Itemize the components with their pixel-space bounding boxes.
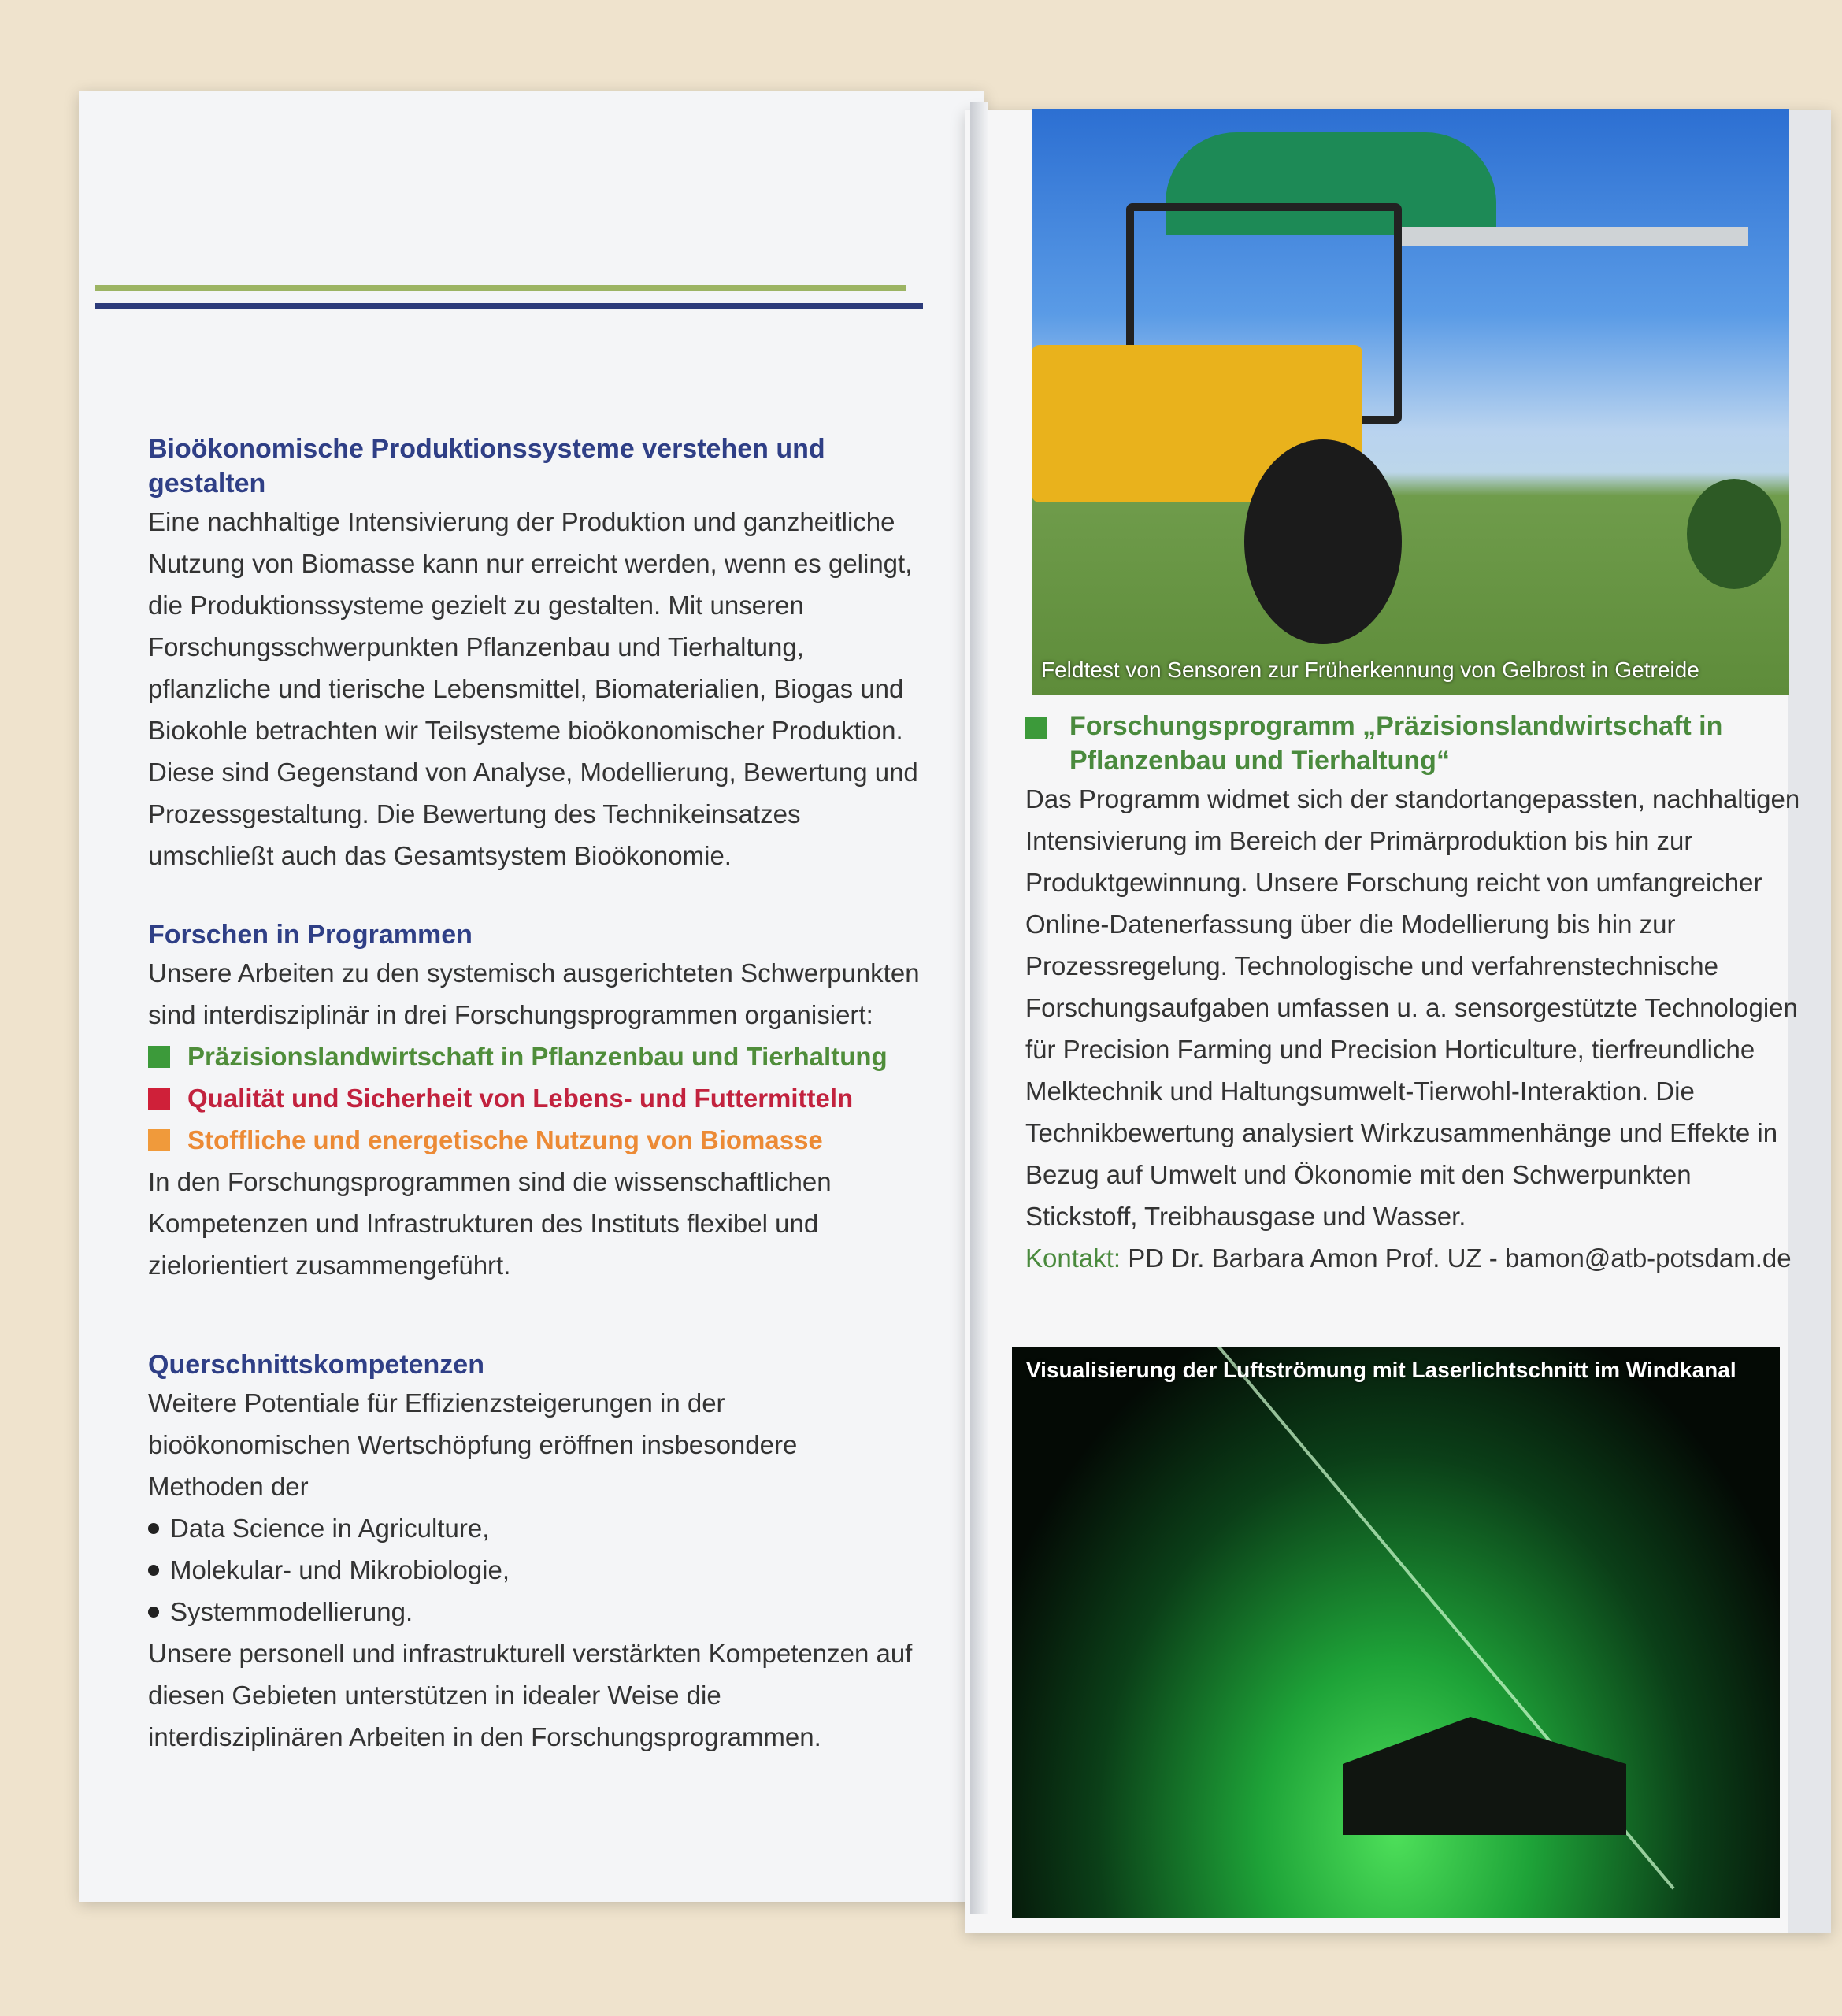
list-item: Systemmodellierung. — [148, 1591, 920, 1632]
tractor-photo — [1032, 109, 1789, 695]
program-body: Das Programm widmet sich der standortangepassten, nachhaltigen Intensivierung im Bereich der Primärproduktion bis hin zur Produktgewinnung. Unsere Forschung reicht von umfangreicher Online-Datenerfassung über die Modellierung bis hin zur Prozessregelung. Technologische und verfahrenstechnische Forschungsaufgaben umfassen u. a. sensorgestützte Technologien für Precision Farming und Precision Horticulture, tierfreundliche Melktechnik und Haltungsumwelt-Tierwohl-Interaktion. Die Technikbewertung analysiert Wirkzusammenhänge und Effekte in Bezug auf Umwelt und Ökonomie mit den Schwerpunkten Stickstoff, Treibhausgase und Wasser. — [1025, 784, 1800, 1231]
section-heading-produktionssysteme: Bioökonomische Produktionssysteme verstehen und gestalten — [148, 434, 825, 498]
photo-caption-tractor: Feldtest von Sensoren zur Früherkennung von Gelbrost in Getreide — [1041, 658, 1699, 682]
green-square-icon — [1025, 717, 1047, 739]
bullet-icon — [148, 1565, 159, 1576]
model-building — [1343, 1717, 1626, 1835]
program-title: Forschungsprogramm „Präzisionslandwirtschaft in Pflanzenbau und Tierhaltung“ — [1069, 711, 1723, 776]
programme-outro: In den Forschungsprogrammen sind die wissenschaftlichen Kompetenzen und Infrastrukturen des Instituts flexibel und zielorientiert zusammengeführt. — [148, 1167, 832, 1280]
list-item: Data Science in Agriculture, — [148, 1507, 920, 1549]
program-item-qualitaet — [148, 1077, 920, 1119]
page-fold — [970, 102, 988, 1914]
program-label: Stoffliche und energetische Nutzung von Biomasse — [187, 1125, 823, 1154]
section-heading-querschnitt: Querschnittskompetenzen — [148, 1350, 484, 1380]
contact-line — [1025, 1237, 1801, 1279]
querschnitt-outro: Unsere personell und infrastrukturell verstärkten Kompetenzen auf diesen Gebieten unterstützen in idealer Weise die interdisziplinären Arbeiten in den Forschungsprogrammen. — [148, 1639, 913, 1751]
right-column — [1025, 709, 1801, 1279]
section-body-produktionssysteme: Eine nachhaltige Intensivierung der Produktion und ganzheitliche Nutzung von Biomasse kann nur erreicht werden, wenn es gelingt, die Produktionssysteme gezielt zu gestalten. Mit unseren Forschungsschwerpunkten Pflanzenbau und Tierhaltung, pflanzliche und tierische Lebensmittel, Biomaterialien, Biogas und Biokohle betrachten wir Teilsysteme bioökonomischer Produktion. Diese sind Gegenstand von Analyse, Modellierung, Bewertung und Prozessgestaltung. Die Bewertung des Technikeinsatzes umschließt auch das Gesamtsystem Bioökonomie. — [148, 507, 918, 870]
program-title-block — [1025, 709, 1801, 778]
header-rule-green — [95, 285, 906, 291]
contact-text: PD Dr. Barbara Amon Prof. UZ - bamon@atb-potsdam.de — [1128, 1243, 1792, 1273]
program-label: Präzisionslandwirtschaft in Pflanzenbau und Tierhaltung — [187, 1042, 888, 1071]
list-item: Molekular- und Mikrobiologie, — [148, 1549, 920, 1591]
windtunnel-photo — [1012, 1347, 1780, 1918]
section-heading-programme: Forschen in Programmen — [148, 920, 473, 950]
programme-intro: Unsere Arbeiten zu den systemisch ausgerichteten Schwerpunkten sind interdisziplinär in drei Forschungsprogrammen organisiert: — [148, 958, 920, 1029]
bullet-icon — [148, 1606, 159, 1618]
program-item-biomasse — [148, 1119, 920, 1161]
left-column — [148, 432, 920, 1758]
program-label: Qualität und Sicherheit von Lebens- und Futtermitteln — [187, 1084, 854, 1113]
tree — [1687, 479, 1781, 589]
red-square-icon — [148, 1088, 170, 1110]
querschnitt-intro: Weitere Potentiale für Effizienzsteigerungen in der bioökonomischen Wertschöpfung eröffnen insbesondere Methoden der — [148, 1388, 798, 1501]
tractor-wheel — [1244, 439, 1402, 644]
sensor-boom — [1402, 227, 1748, 246]
orange-square-icon — [148, 1129, 170, 1151]
header-rule-blue — [95, 303, 923, 309]
method-list — [148, 1507, 920, 1632]
photo-caption-windtunnel: Visualisierung der Luftströmung mit Laserlichtschnitt im Windkanal — [1026, 1358, 1736, 1382]
program-item-praezision — [148, 1036, 920, 1077]
bullet-icon — [148, 1523, 159, 1534]
green-square-icon — [148, 1046, 170, 1068]
contact-label: Kontakt: — [1025, 1243, 1121, 1273]
